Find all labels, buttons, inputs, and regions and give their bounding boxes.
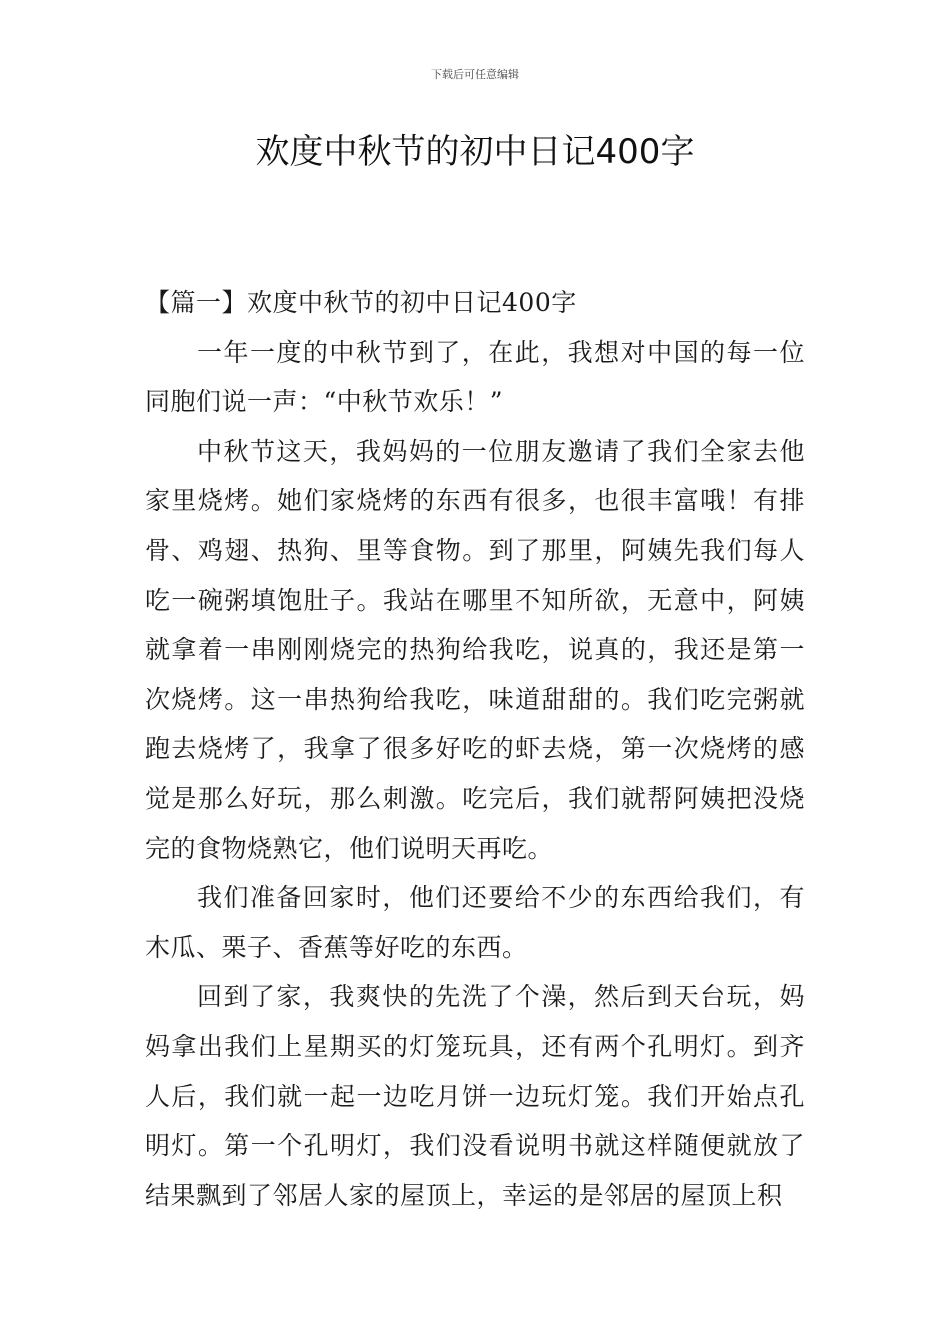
paragraph: 一年一度的中秋节到了，在此，我想对中国的每一位同胞们说一声：“中秋节欢乐！” bbox=[145, 337, 805, 417]
paragraph: 回到了家，我爽快的先洗了个澡，然后到天台玩，妈妈拿出我们上星期买的灯笼玩具，还有两个孔明灯。到齐人后，我们就一起一边吃月饼一边玩灯笼。我们开始点孔明灯。第一个孔明灯，我们没看说明书就这样随便就放了结果飘到了邻居人家的屋顶上，幸运的是邻居的屋顶上积 bbox=[145, 982, 805, 1210]
paragraph: 中秋节这天，我妈妈的一位朋友邀请了我们全家去他家里烧烤。她们家烧烤的东西有很多，也很丰富哦！有排骨、鸡翅、热狗、里等食物。到了那里，阿姨先我们每人吃一碗粥填饱肚子。我站在哪里不知所欲，无意中，阿姨就拿着一串刚刚烧完的热狗给我吃，说真的，我还是第一次烧烤。这一串热狗给我吃，味道甜甜的。我们吃完粥就跑去烧烤了，我拿了很多好吃的虾去烧，第一次烧烤的感觉是那么好玩，那么刺激。吃完后，我们就帮阿姨把没烧完的食物烧熟它，他们说明天再吃。 bbox=[145, 436, 805, 863]
header-note: 下载后可任意编辑 bbox=[431, 68, 519, 81]
section-heading: 【篇一】欢度中秋节的初中日记400字 bbox=[145, 288, 577, 317]
document-title: 欢度中秋节的初中日记400字 bbox=[255, 132, 695, 172]
document-body bbox=[145, 278, 805, 1220]
paragraph: 我们准备回家时，他们还要给不少的东西给我们，有木瓜、栗子、香蕉等好吃的东西。 bbox=[145, 883, 805, 962]
